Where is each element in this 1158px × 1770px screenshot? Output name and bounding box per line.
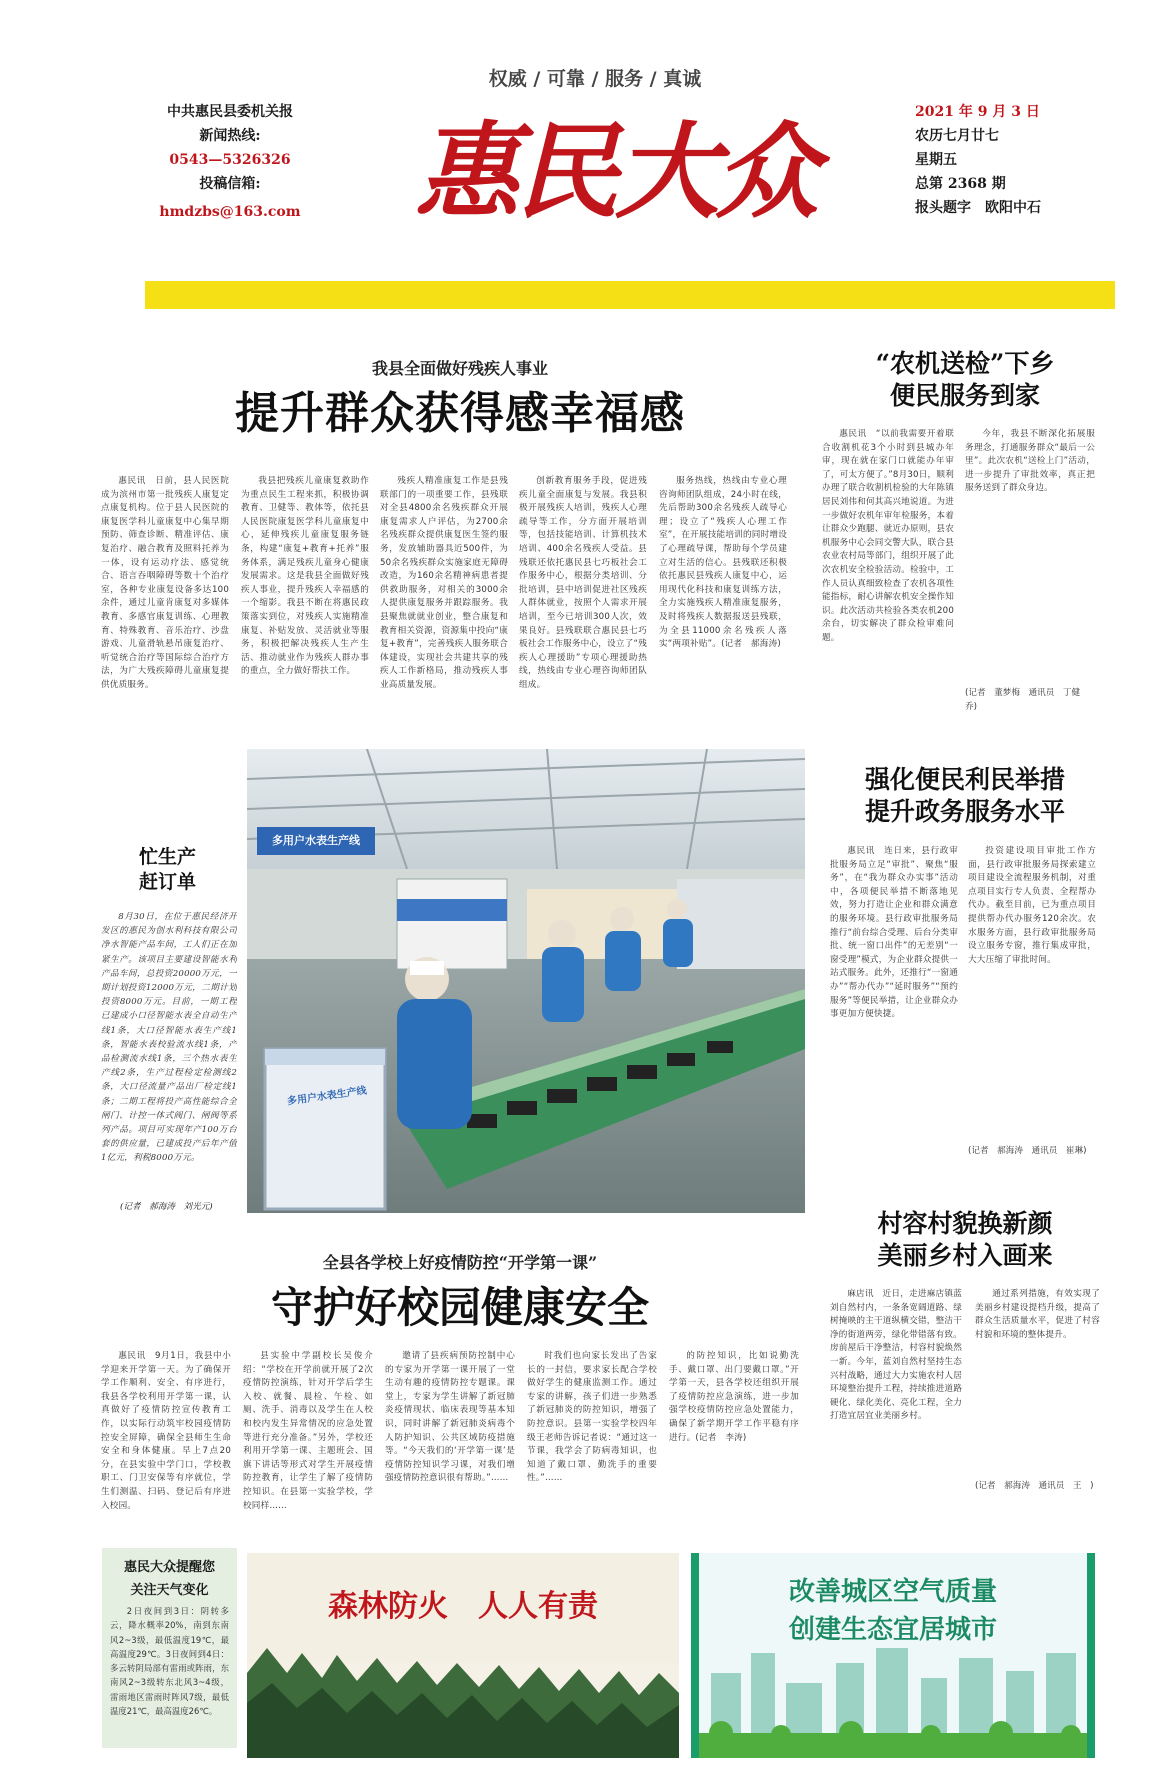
weather-body: 2日夜间到3日：阴转多云，降水概率20%，南到东南风2~3级，最低温度19℃，最高温度29℃。3日夜间到4日：多云转阴局部有雷雨或阵雨，东南风2~3级转东北风3~4级，雷雨地区雷雨时阵风7级，最低温度21℃，最高温度26℃。 — [110, 1606, 229, 1717]
masthead-calligrapher: 报头题字 欧阳中石 — [915, 200, 1041, 216]
right-top-column-2: 今年，我县不断深化拓展服务理念，打通服务群众“最后一公里”。此次农机“送检上门”活动，进一步提升了审批效率，真正把服务送到了群众身边。 — [965, 429, 1095, 494]
factory-photo — [247, 749, 805, 1213]
lead-column-4: 创新教育服务手段，促进残疾儿童全面康复与发展。我县积极开展残疾人培训，残疾人心理疏导等工作，分方面开展培训等，包括技能培训、计算机技术培训、400余名残疾人受益。县残联还依托惠民县七巧板社会工作服务中心，根据分类培训、分批培训，县中培训促进社区残疾人群体就业，按照个人需求开展培训，至今已培训300人次，效果良好。县残联联合惠民县七巧板社会工作服务中心，设立了“残疾人心理援助”专项心理援助热线，热线由专业心理咨询师团队组成。 — [519, 476, 647, 690]
right-mid-column-1: 惠民讯 连日来，县行政审批服务局立足“审批”、聚焦“服务”，在“我为群众办实事”活动中，各项便民举措不断落地见效，努力打造让企业和群众满意的服务环境。县行政审批服务局推行“前台综合受理、后台分类审批、统一窗口出件”的无差别“一窗受理”模式，为企业群众提供一站式服务。此外，还推行“一窗通办”“帮办代办”“延时服务”“预约服务”等便民举措，让企业群众办事更加方便快捷。 — [830, 846, 958, 1020]
right-mid-byline: (记者 郝海涛 通讯员 崔琳) — [968, 1146, 1087, 1156]
forest-fire-slogan: 森林防火 人人有责 — [328, 1589, 598, 1624]
masthead-right-info — [915, 100, 1055, 220]
school-column-2: 县实验中学副校长吴俊介绍：“学校在开学前就开展了2次疫情防控演练，针对开学后学生入校、就餐、晨检、午检、如厕、洗手、消毒以及学生在人校和校内发生异常情况的应急处置等进行充分准备。”另外，学校还利用开学第一课、主题班会、国旗下讲话等形式对学生开展疫情防控教育，让学生了解了疫情防控知识。在县第一实验学校，学校同样…… — [243, 1351, 373, 1511]
masthead — [0, 0, 1158, 310]
right-mid-headline — [835, 764, 1095, 828]
right-mid-column-2: 投资建设项目审批工作方面，县行政审批服务局探索建立项目建设全流程服务机制，对重点项目实行专人负责、全程帮办代办。截至目前，已为重点项目提供帮办代办服务120余次。农水服务方面，县行政审批服务局设立服务专窗，推行集成审批，大大压缩了审批时间。 — [968, 846, 1096, 965]
hotline-label: 新闻热线: — [199, 128, 261, 144]
right-bottom-byline: (记者 郝海涛 通讯员 王 ) — [975, 1481, 1094, 1491]
left-story-body: 8月30日，在位于惠民经济开发区的惠民为创水利科技有限公司净水智能产品车间，工人们正在加紧生产。该项目主要建设智能水利产品车间，总投资20000万元，一期计划投资12000万元，二期计划投资8000万元。目前，一期工程已建成小口径智能水表全自动生产线1条，大口径智能水表生产线1条，智能水表校验流水线1条，产品检测流水线1条，三个热水表生产线2条，生产过程检定检测线2条，大口径流量产品出厂检定线1条；二期工程将投产高性能综合全闸门、计控一体式阀门、闸阀等系列产品。项目可实现年产100万台套的供应量，已建成投产后年产值1亿元，利税8000万元。 — [101, 912, 237, 1164]
mailbox-label: 投稿信箱: — [199, 176, 261, 192]
left-story-headline — [105, 845, 230, 895]
right-top-column-1: 惠民讯 “以前我需要开着联合收割机花3个小时到县城办年审，现在就在家门口就能办年审了，可太方便了。”8月30日，顺利办理了联合收割机检验的大年陈镇居民刘伟和何其高兴地说道。为进一步做好农机年审年检服务，本着让群众少跑腿、就近办原则，县农机服务中心会同交警大队，联合县农业农村局等部门，组织开展了此次农机安全检验活动。检验中，工作人员认真细致检查了农机各项性能指标，耐心讲解农机安全操作知识。此次活动共检验各类农机200余台，切实解决了群众检审难问题。 — [822, 429, 954, 643]
production-line-board: 多用户水表生产线 — [286, 1085, 368, 1108]
school-column-3: 邀请了县疾病预防控制中心的专家为开学第一课开展了一堂生动有趣的疫情防控专题课。课堂上，专家为学生讲解了新冠肺炎疫情现状、临床表现等基本知识，同时讲解了新冠肺炎病毒个人防护知识、公共区域防疫措施等。“今天我们的‘开学第一课’是疫情防控知识学习课，对我们增强疫情防控意识很有帮助。”…… — [385, 1351, 515, 1484]
org-name: 中共惠民县委机关报 — [167, 104, 293, 120]
hotline-number: 0543—5326326 — [169, 152, 291, 168]
lead-column-5: 服务热线，热线由专业心理咨询师团队组成，24小时在线，先后帮助300余名残疾人疏导心理；设立了“残疾人心理工作室”，在开展技能培训的同时增设了心理疏导课，帮助每个学员建立对生活的信心。县残联还积极依托惠民县残疾人康复中心，运用现代化科技和康复训练方法，全力实施残疾人精准康复服务，及时将残疾人数据报送县残联，为全县11000余名残疾人落实“两项补贴”。(记者 郝海涛) — [659, 476, 787, 650]
school-column-4: 时我们也向家长发出了告家长的一封信，要求家长配合学校做好学生的健康监测工作。通过专家的讲解，孩子们进一步熟悉了新冠肺炎的防控知识，增强了防控意识。县第一实验学校四年级王老师告诉记者说：“通过这一节课，我学会了防病毒知识，也知道了戴口罩、勤洗手的重要性。”…… — [527, 1351, 657, 1484]
lead-column-3: 残疾人精准康复工作是县残联部门的一项重要工作，县残联对全县4800余名残疾群众开展康复需求人户评估，为2700余名残疾群众提供康复医生签约服务，发放辅助器具近500件，为50余名残疾群众实施家庭无障碍改造，为160余名精神病患者提供救助服务，对相关的3000余人提供康复服务并跟踪服务。我县聚焦就就业创业，整合康复和教育相关资源，资源集中投向“康复+教育”，完善残疾人服务联合体建设，实现社会共建共享的残疾人工作新格局，推动残疾人事业高质量发展。 — [380, 476, 508, 690]
lead-column-2: 我县把残疾儿童康复救助作为重点民生工程来抓，积极协调教育、卫健等、教体等，依托县人民医院康复医学科儿童康复中心，延伸残疾儿童康复服务链条，构建“康复+教育+托养”服务体系，满足残疾儿童身心健康发展需求。这是我县全面做好残疾人事业，提升残疾人幸福感的一个缩影。我县不断在将惠民政策落实到位，对残疾人实施精准康复、补贴发放、灵活就业等服务，积极把解决残疾人生产生活、推动就业作为残疾人群办事的重点，全力做好帮扶工作。 — [241, 476, 369, 677]
masthead-slogan: 权威 / 可靠 / 服务 / 真诚 — [488, 68, 702, 90]
production-line-banner: 多用户水表生产线 — [257, 827, 375, 855]
weekday: 星期五 — [915, 152, 957, 168]
issue-number: 总第 2368 期 — [915, 176, 1006, 192]
left-story-headline-line1: 忙生产 — [138, 846, 196, 868]
right-bottom-column-1: 麻店讯 近日，走进麻店镇蓝刘自然村内，一条条宽阔道路、绿树掩映的主干道纵横交错，整洁干净的街道两旁，绿化带错落有致。房前屋后干净整洁，村容村貌焕然一新。今年，蓝刘自然村坚持生态兴村战略，通过大力实施农村人居环境整治提升工程，持续推进道路硬化、绿化美化、亮化工程，全力打造宜居宜业美丽乡村。 — [830, 1289, 962, 1422]
left-story-headline-line2: 赶订单 — [138, 871, 196, 893]
right-mid-headline-line2: 提升政务服务水平 — [864, 797, 1065, 826]
right-bottom-headline-line2: 美丽乡村入画来 — [877, 1241, 1053, 1270]
forest-fire-ad — [247, 1553, 679, 1758]
air-quality-slogan-line2: 创建生态宜居城市 — [788, 1615, 997, 1645]
weather-title-line2: 关注天气变化 — [130, 1583, 209, 1598]
mailbox-address: hmdzbs@163.com — [159, 204, 301, 220]
right-top-byline: (记者 董梦梅 通讯员 丁健 乔) — [965, 688, 1089, 712]
issue-date: 2021 年 9 月 3 日 — [915, 104, 1040, 120]
left-story-byline: (记者 郝海涛 刘光元) — [120, 1202, 213, 1212]
school-kicker: 全县各学校上好疫情防控“开学第一课” — [322, 1253, 598, 1272]
weather-box — [102, 1548, 237, 1748]
right-bottom-column-2: 通过系列措施，有效实现了美丽乡村建设提档升级，提高了群众生活质量水平，促进了村容村貌和环境的整体提升。 — [975, 1289, 1100, 1340]
school-column-1: 惠民讯 9月1日，我县中小学迎来开学第一天。为了确保开学工作顺利、安全、有序进行，我县各学校利用开学第一课，认真做好了疫情防控宣传教育工作，以实际行动筑牢校园疫情防控安全屏障，确保全县师生生命安全和身体健康。早上7点20分，在县实验中学门口，学校教职工、门卫安保等有序就位，学生们测温、扫码、登记后有序进入校园。 — [101, 1351, 231, 1511]
masthead-left-info — [150, 100, 310, 224]
right-top-headline-line2: 便民服务到家 — [889, 381, 1040, 410]
weather-title-line1: 惠民大众提醒您 — [123, 1560, 215, 1575]
air-quality-slogan-line1: 改善城区空气质量 — [788, 1577, 997, 1607]
right-bottom-headline-line1: 村容村貌换新颜 — [877, 1209, 1053, 1238]
lead-kicker: 我县全面做好残疾人事业 — [371, 359, 548, 378]
right-bottom-headline — [835, 1208, 1095, 1272]
lead-headline: 提升群众获得感幸福感 — [235, 388, 685, 439]
school-headline: 守护好校园健康安全 — [270, 1283, 649, 1332]
lead-column-1: 惠民讯 日前，县人民医院成为滨州市第一批残疾人康复定点康复机构。位于县人民医院的康复医学科儿童康复中心集早期预防、筛查诊断、精准评估、康复治疗、融合教育及照料托养为一体，设有运动疗法、感觉统合、语言吞咽障碍等数十个治疗室，各种专业康复设备多达100余件，通过儿童肯康复对多媒体教育、多感官康复训练、心理教育、特殊教育、音乐治疗、沙盘游戏、儿童滑轨悬吊康复治疗、听觉统合治疗等国际综合治疗方法，为广大残疾障碍儿童康复提供优质服务。 — [101, 476, 229, 690]
air-quality-ad — [691, 1553, 1095, 1758]
masthead-yellow-band — [145, 281, 1115, 309]
right-mid-headline-line1: 强化便民利民举措 — [864, 765, 1065, 794]
school-column-5: 的防控知识，比如说勤洗手、戴口罩、出门要戴口罩。”开学第一天，县各学校还组织开展了疫情防控应急演练，进一步加强学校疫情防控应急处置能力，确保了新学期开学工作平稳有序进行。(记者 李涛) — [669, 1351, 799, 1443]
right-top-headline — [835, 348, 1095, 412]
lunar-date: 农历七月廿七 — [915, 128, 999, 144]
right-top-headline-line1: “农机送检”下乡 — [875, 349, 1055, 378]
masthead-logo: 惠民大众 — [414, 110, 815, 233]
factory-photo-illustration — [247, 749, 805, 1213]
